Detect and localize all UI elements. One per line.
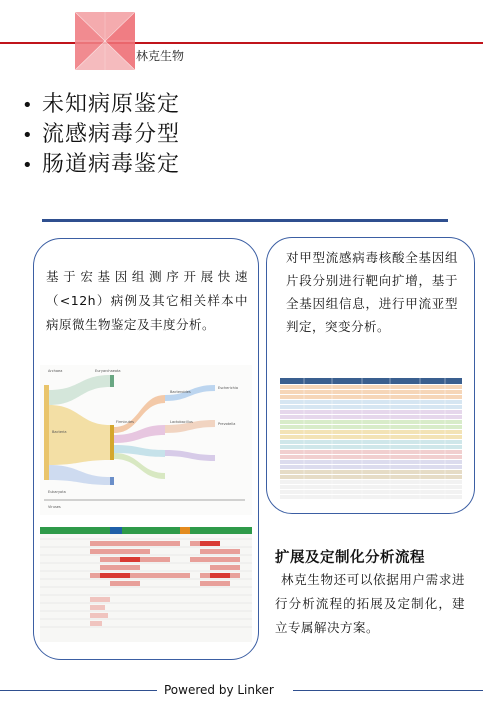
svg-text:Eukaryota: Eukaryota	[48, 490, 66, 494]
svg-text:Escherichia: Escherichia	[218, 386, 239, 390]
section-divider	[42, 219, 448, 222]
metagenomics-description: 基于宏基因组测序开展快速（<12h）病例及其它相关样本中病原微生物鉴定及丰度分析。	[46, 269, 248, 332]
footer-line-left	[0, 690, 157, 691]
header-red-line	[0, 42, 483, 44]
bullet-text: 未知病原鉴定	[42, 92, 181, 117]
svg-text:Lactobacillus: Lactobacillus	[170, 420, 193, 424]
svg-text:Firmicutes: Firmicutes	[116, 420, 134, 424]
custom-pipeline-title: 扩展及定制化分析流程	[275, 550, 425, 566]
sankey-diagram-image	[40, 365, 252, 515]
heatmap-table-image	[40, 527, 252, 642]
bullet-dot-icon: •	[22, 125, 34, 146]
svg-text:Prevotella: Prevotella	[218, 422, 236, 426]
custom-pipeline-description: 林克生物还可以依据用户需求进行分析流程的拓展及定制化，建立专属解决方案。	[275, 572, 465, 635]
strain-table-image	[280, 378, 462, 500]
bullet-item	[22, 90, 180, 120]
influenza-typing-description: 对甲型流感病毒核酸全基因组片段分别进行靶向扩增，基于全基因组信息，进行甲流亚型判定，突变分析。	[286, 250, 458, 334]
footer-line-right	[293, 690, 483, 691]
bullet-dot-icon: •	[22, 155, 34, 176]
svg-text:Archaea: Archaea	[48, 369, 63, 373]
svg-text:Bacteroides: Bacteroides	[170, 390, 191, 394]
bullet-dot-icon: •	[22, 95, 34, 116]
bullet-item	[22, 150, 180, 180]
svg-text:Viruses: Viruses	[48, 505, 61, 509]
svg-text:Bacteria: Bacteria	[52, 430, 67, 434]
brand-name: 林克生物	[136, 49, 185, 63]
bullet-text: 流感病毒分型	[42, 122, 181, 147]
footer-credit: Powered by Linker	[164, 683, 274, 697]
bullet-item	[22, 120, 180, 150]
svg-text:Euryarchaeota: Euryarchaeota	[95, 369, 121, 373]
service-bullet-list	[22, 90, 180, 180]
bullet-text: 肠道病毒鉴定	[42, 152, 181, 177]
linker-logo-icon	[75, 12, 135, 70]
